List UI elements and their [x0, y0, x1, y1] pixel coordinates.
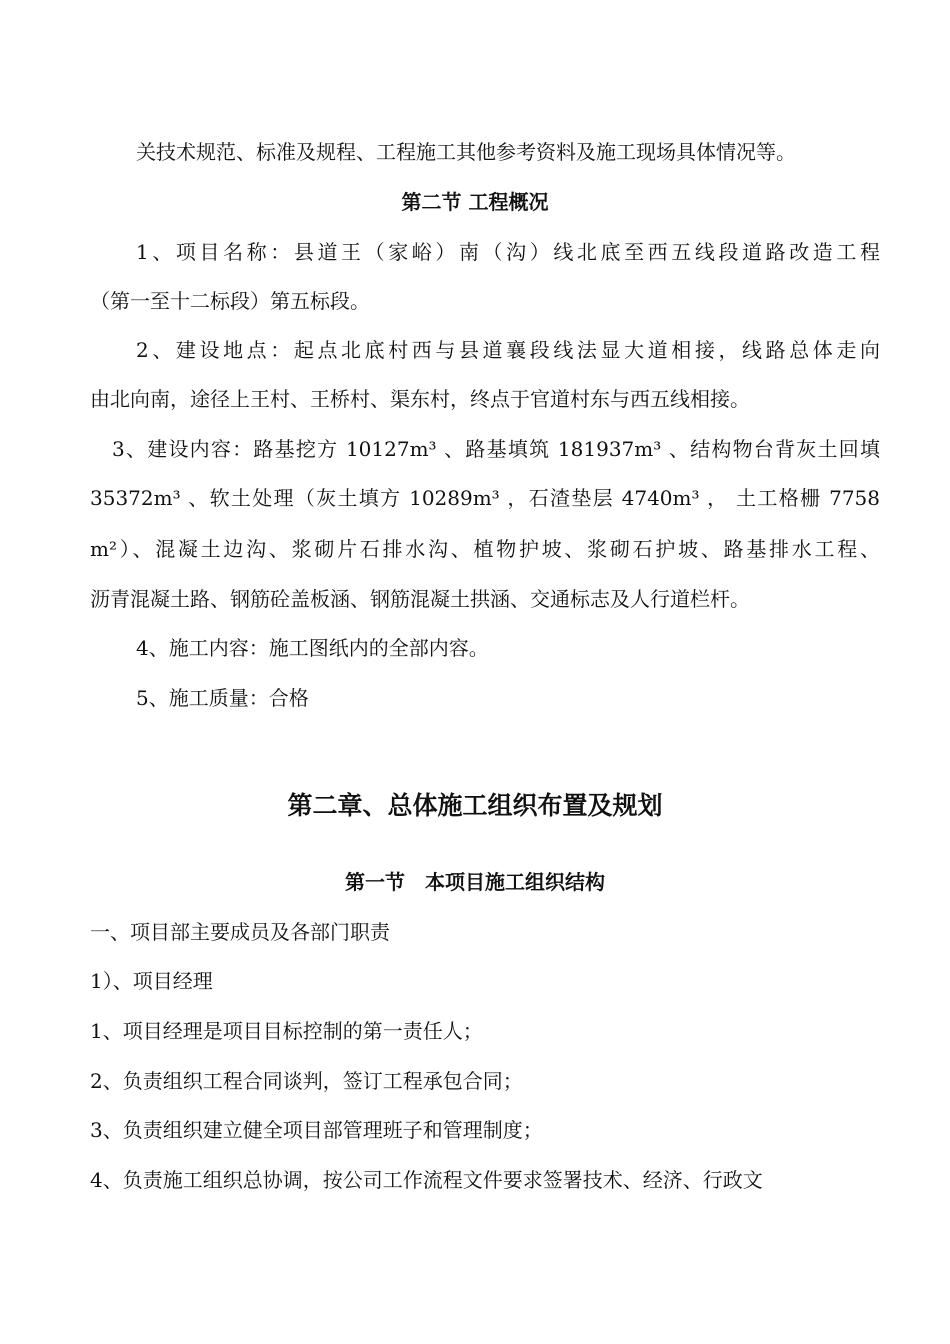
subsection-heading: 一、项目部主要成员及各部门职责: [90, 920, 390, 944]
item-2-line-1: 2、建设地点：起点北底村西与县道襄段线法显大道相接，线路总体走向: [136, 338, 880, 362]
item-2-line-2: 由北向南，途径上王村、王桥村、渠东村，终点于官道村东与西五线相接。: [90, 387, 750, 411]
duty-2: 2、负责组织工程合同谈判，签订工程承包合同；: [90, 1069, 523, 1093]
item-5: 5、施工质量：合格: [136, 686, 309, 710]
item-1-line-1: 1、项目名称：县道王（家峪）南（沟）线北底至西五线段道路改造工程: [136, 240, 880, 264]
sub-subsection-heading: 1）、项目经理: [90, 969, 213, 993]
section-heading-project-overview: 第二节 工程概况: [401, 190, 549, 214]
duty-1: 1、项目经理是项目目标控制的第一责任人；: [90, 1019, 483, 1043]
item-3-line-4: 沥青混凝土路、钢筋砼盖板涵、钢筋混凝土拱涵、交通标志及人行道栏杆。: [90, 587, 750, 611]
duty-4: 4、负责施工组织总协调，按公司工作流程文件要求签署技术、经济、行政文: [90, 1168, 763, 1192]
item-4: 4、施工内容：施工图纸内的全部内容。: [136, 636, 489, 660]
chapter-heading: 第二章、总体施工组织布置及规划: [287, 791, 663, 820]
item-3-line-2: 35372m³ 、软土处理（灰土填方 10289m³ ，石渣垫层 4740m³ ， 土工格栅 7758: [90, 486, 880, 510]
item-3-line-3: m²）、混凝土边沟、浆砌片石排水沟、植物护坡、浆砌石护坡、路基排水工程、: [90, 537, 880, 561]
section-heading-organization: 第一节 本项目施工组织结构: [345, 870, 605, 894]
item-3-line-1: 3、建设内容：路基挖方 10127m³ 、路基填筑 181937m³ 、结构物台背灰土回填: [112, 437, 880, 461]
continuation-paragraph: 关技术规范、标准及规程、工程施工其他参考资料及施工现场具体情况等。: [136, 140, 796, 164]
duty-3: 3、负责组织建立健全项目部管理班子和管理制度；: [90, 1118, 543, 1142]
item-1-line-2: （第一至十二标段）第五标段。: [90, 289, 370, 313]
